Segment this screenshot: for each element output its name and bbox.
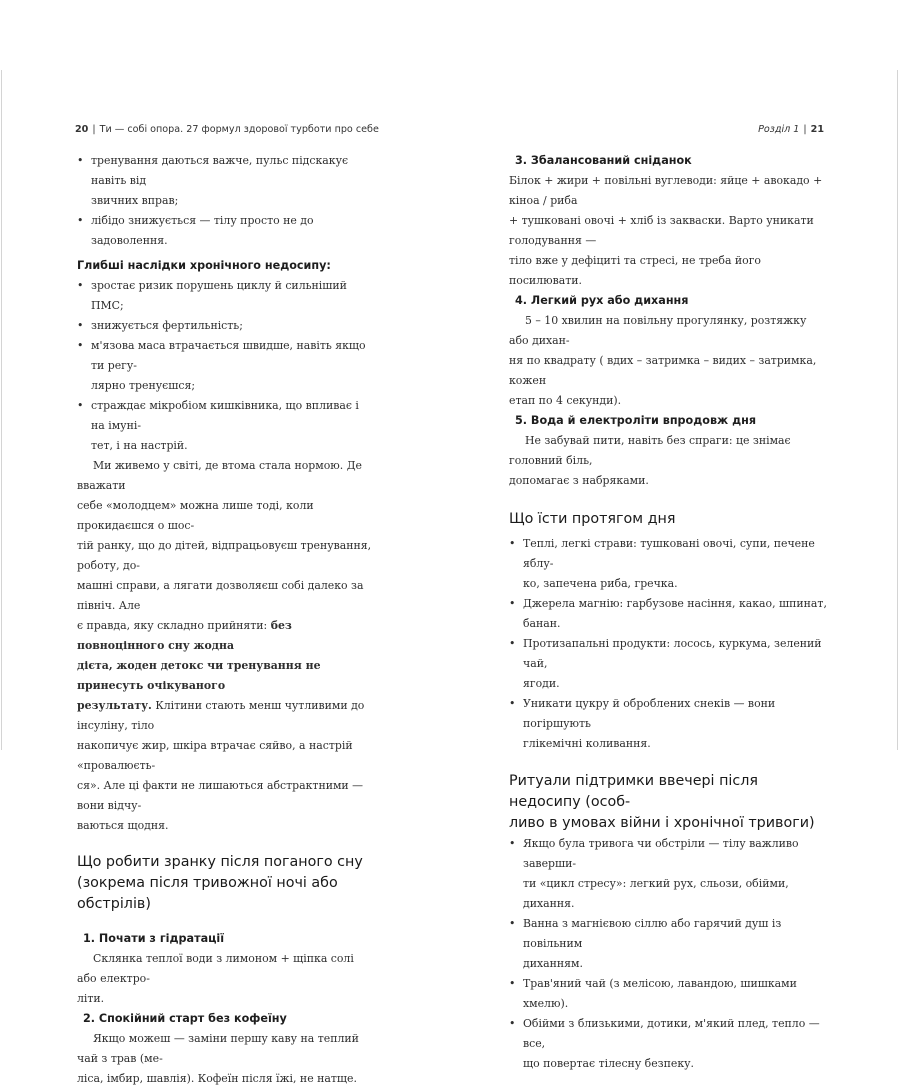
deep-effects-heading: Глибші наслідки хронічного недосипу:: [77, 259, 331, 272]
line: що повертає тілесну безпеку.: [523, 1057, 695, 1070]
line: себе «молодцем» можна лише тоді, коли прокидаєшся о шос-: [77, 499, 314, 532]
text: Клітини стають менш чутливими до інсуліну, тіло: [77, 699, 365, 732]
line: ся». Але ці факти не лишаються абстрактними — вони відчу-: [77, 779, 364, 812]
left-running-header: [75, 124, 379, 135]
left-page: [0, 0, 450, 1085]
emphasis: результату.: [77, 699, 152, 712]
line: + тушковані овочі + хліб із закваски. Варто уникати голодування —: [509, 214, 814, 247]
line: Ритуали підтримки ввечері після недосипу (особ-: [509, 773, 758, 810]
line: ваються щодня.: [77, 819, 169, 832]
list-item: [509, 594, 829, 634]
line: • Ванна з магнієвою сіллю або гарячий душ із повільним: [523, 917, 782, 950]
left-column: [77, 151, 375, 1089]
morning-section-heading: [77, 852, 375, 915]
line: Якщо можеш — заміни першу каву на теплий чай з трав (ме-: [77, 1032, 359, 1065]
line: ти «цикл стресу»: легкий рух, сльози, обійми, дихання.: [523, 877, 789, 910]
line: • Трав'яний чай (з мелісою, лавандою, шишками хмелю).: [523, 977, 797, 1010]
list-item: [77, 336, 375, 396]
list-item: [509, 534, 829, 594]
line: літи.: [77, 992, 105, 1005]
right-running-header: [758, 124, 824, 135]
step-title: 2. Спокійний старт без кофеїну: [83, 1012, 287, 1025]
line: • Обійми з близькими, дотики, м'який плед, тепло — все,: [523, 1017, 820, 1050]
right-column: [509, 151, 829, 1074]
list-item: [509, 634, 829, 694]
line: лярно тренуєшся;: [91, 379, 196, 392]
line: • зростає ризик порушень циклу й сильніший ПМС;: [91, 279, 347, 312]
right-page-number: 21: [810, 124, 824, 135]
text: є правда, яку складно прийняти:: [77, 619, 271, 632]
step-title: 5. Вода й електроліти впродовж дня: [515, 414, 757, 427]
step-title: 3. Збалансований сніданок: [515, 154, 692, 167]
line: допомагає з набряками.: [509, 474, 649, 487]
line: ливо в умовах війни і хронічної тривоги): [509, 815, 815, 831]
line: [77, 656, 375, 696]
food-list: [509, 534, 829, 754]
line: [77, 616, 375, 656]
step-title: 4. Легкий рух або дихання: [515, 294, 689, 307]
line: • Уникати цукру й оброблених снеків — вони погіршують: [523, 697, 776, 730]
line: ягоди.: [523, 677, 560, 690]
step-block: [509, 291, 829, 411]
header-separator: |: [92, 124, 96, 135]
line: [77, 696, 375, 736]
line: 5 – 10 хвилин на повільну прогулянку, розтяжку або дихан-: [509, 314, 807, 347]
line: Що робити зранку після поганого сну: [77, 854, 363, 870]
line: тій ранку, що до дітей, відпрацьовуєш тренування, роботу, до-: [77, 539, 372, 572]
line: глікемічні коливання.: [523, 737, 651, 750]
list-item: [77, 396, 375, 456]
line: Ми живемо у світі, де втома стала нормою. Де вважати: [77, 459, 362, 492]
line: • Протизапальні продукти: лосось, куркума, зелений чай,: [523, 637, 822, 670]
line: • страждає мікробіом кишківника, що впливає і на імуні-: [91, 399, 359, 432]
line: Білок + жири + повільні вуглеводи: яйце + авокадо + кіноа / риба: [509, 174, 823, 207]
line: диханням.: [523, 957, 583, 970]
list-item: [509, 974, 829, 1014]
line: • знижується фертильність;: [91, 319, 243, 332]
book-title: Ти — собі опора. 27 формул здорової турботи про себе: [99, 124, 379, 135]
evening-rituals-heading: [509, 771, 829, 834]
rituals-list: [509, 834, 829, 1074]
line: • Теплі, легкі страви: тушковані овочі, супи, печене яблу-: [523, 537, 815, 570]
list-item: [77, 276, 375, 316]
right-page: [450, 0, 900, 1070]
list-item: [77, 316, 375, 336]
step-block: [509, 411, 829, 491]
line: ко, запечена риба, гречка.: [523, 577, 678, 590]
step-block: [509, 151, 829, 291]
line: етап по 4 секунди).: [509, 394, 622, 407]
step-block: [77, 1009, 375, 1089]
body-paragraph: [77, 456, 375, 836]
section-label: Розділ 1: [758, 124, 800, 135]
line: • Джерела магнію: гарбузове насіння, какао, шпинат, банан.: [523, 597, 827, 630]
line: тет, і на настрій.: [91, 439, 188, 452]
line: (зокрема після тривожної ночі або обстрілів): [77, 875, 338, 912]
list-item: [509, 914, 829, 974]
line: • лібідо знижується — тілу просто не до задоволення.: [91, 214, 314, 247]
line: ліса, імбир, шавлія). Кофеїн після їжі, не натще.: [77, 1072, 357, 1085]
line: тіло вже у дефіциті та стресі, не треба його посилювати.: [509, 254, 761, 287]
line: • Якщо була тривога чи обстріли — тілу важливо заверши-: [523, 837, 799, 870]
emphasis: дієта, жоден детокс чи тренування не принесуть очікуваного: [77, 659, 321, 692]
line: Склянка теплої води з лимоном + щіпка солі або електро-: [77, 952, 354, 985]
list-item: [509, 834, 829, 914]
step-title: 1. Почати з гідратації: [83, 932, 225, 945]
line: Не забувай пити, навіть без спраги: це знімає головний біль,: [509, 434, 791, 467]
header-separator: |: [803, 124, 807, 135]
daytime-food-heading: Що їсти протягом дня: [509, 511, 676, 527]
step-block: [77, 929, 375, 1009]
list-item: [77, 151, 375, 211]
line: ня по квадрату ( вдих – затримка – видих – затримка, кожен: [509, 354, 817, 387]
line: накопичує жир, шкіра втрачає сяйво, а настрій «провалюєть-: [77, 739, 353, 772]
list-item: [77, 211, 375, 251]
emphasis: без повноцінного сну жодна: [77, 619, 292, 652]
list-item: [509, 694, 829, 754]
line: • тренування даються важче, пульс підскакує навіть від: [91, 154, 349, 187]
line: звичних вправ;: [91, 194, 179, 207]
line: машні справи, а лягати дозволяєш собі далеко за північ. Але: [77, 579, 364, 612]
line: • м'язова маса втрачається швидше, навіть якщо ти регу-: [91, 339, 366, 372]
list-item: [509, 1014, 829, 1074]
left-page-number: 20: [75, 124, 89, 135]
